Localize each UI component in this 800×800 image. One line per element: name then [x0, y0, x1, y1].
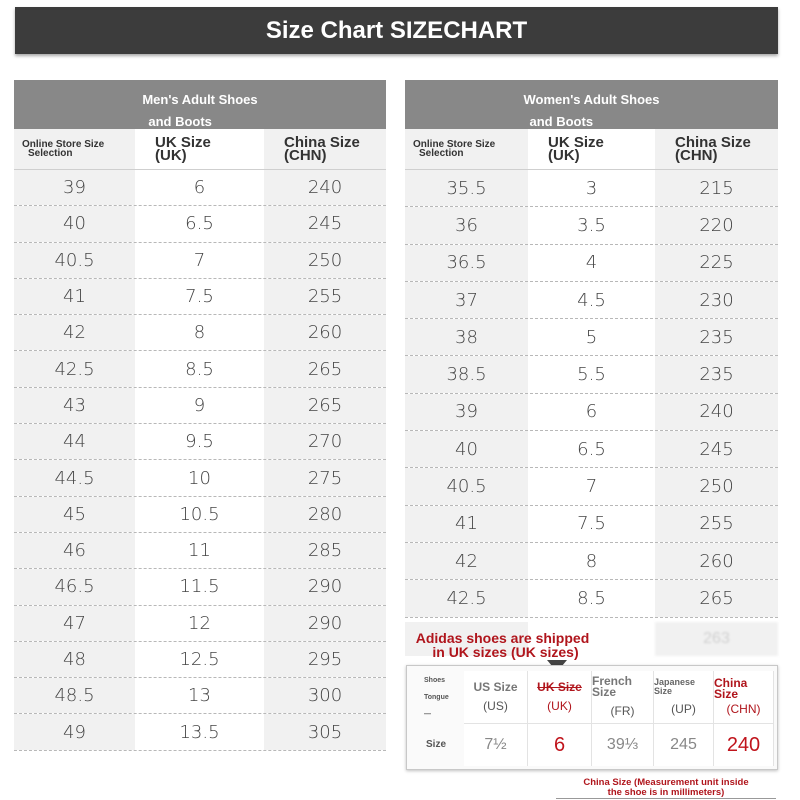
table-row — [405, 356, 778, 393]
store-size-cell: 40 — [14, 206, 135, 241]
table-row — [405, 543, 778, 580]
table-row — [14, 678, 386, 714]
table-row — [14, 170, 386, 206]
uk-size-cell: 8 — [528, 543, 655, 579]
uk-size-cell: 6.5 — [528, 431, 655, 467]
china-size-cell: 225 — [655, 245, 778, 281]
china-size-cell: 245 — [655, 431, 778, 467]
table-row — [14, 243, 386, 279]
store-size-cell: 45 — [14, 497, 135, 532]
label-uk-size: UK Size (UK) — [528, 671, 592, 723]
table-row — [14, 388, 386, 424]
uk-size-cell: 12.5 — [135, 642, 264, 677]
men-header-uk-size: UK Size (UK) — [135, 129, 264, 169]
callout-line2: in UK sizes (UK sizes) — [432, 644, 579, 660]
uk-size-cell: 10.5 — [135, 497, 264, 532]
store-size-cell: 35.5 — [405, 170, 528, 206]
china-size-cell: 275 — [264, 460, 386, 495]
store-size-cell: 40.5 — [14, 243, 135, 278]
china-size-cell: 265 — [264, 388, 386, 423]
table-row — [14, 497, 386, 533]
label-japanese-size: Japanese Size (UP) — [654, 671, 714, 723]
uk-size-cell: 7 — [135, 243, 264, 278]
men-column-headers — [14, 129, 386, 170]
value-french: 39⅓ — [592, 723, 654, 766]
uk-size-cell: 6.5 — [135, 206, 264, 241]
table-row — [405, 580, 778, 617]
women-header-uk-size: UK Size (UK) — [528, 129, 655, 169]
china-size-cell: 235 — [655, 356, 778, 392]
table-row — [14, 533, 386, 569]
store-size-cell: 48 — [14, 642, 135, 677]
uk-size-cell: 8.5 — [135, 351, 264, 386]
uk-size-cell: 8.5 — [528, 580, 655, 616]
uk-size-cell: 7 — [528, 468, 655, 504]
value-us: 7½ — [464, 723, 528, 766]
china-size-cell: 230 — [655, 282, 778, 318]
uk-size-cell: 11.5 — [135, 569, 264, 604]
china-size-cell: 285 — [264, 533, 386, 568]
women-header-china-size: China Size (CHN) — [675, 134, 751, 164]
uk-size-cell: 6 — [528, 394, 655, 430]
women-title-line2: and Boots — [529, 113, 594, 129]
store-size-cell: 39 — [405, 394, 528, 430]
store-size-cell: 41 — [14, 279, 135, 314]
store-size-cell: 46.5 — [14, 569, 135, 604]
table-row — [14, 569, 386, 605]
value-uk: 6 — [528, 723, 592, 766]
label-us-size: US Size (US) — [464, 671, 528, 723]
men-table-body — [14, 170, 386, 751]
men-size-table — [14, 80, 386, 751]
men-header-china-size: China Size (CHN) — [284, 134, 360, 164]
size-row-label: Size — [426, 739, 447, 750]
table-row — [405, 207, 778, 244]
china-size-cell: 255 — [264, 279, 386, 314]
uk-sizes-callout — [400, 631, 605, 659]
uk-size-cell: 12 — [135, 606, 264, 641]
uk-size-cell: 8 — [135, 315, 264, 350]
table-row — [405, 468, 778, 505]
china-size-cell: 245 — [264, 206, 386, 241]
uk-size-cell: 7.5 — [528, 506, 655, 542]
value-japanese: 245 — [654, 723, 714, 766]
uk-size-cell: 4 — [528, 245, 655, 281]
china-size-cell: 240 — [655, 394, 778, 430]
uk-size-cell: 3.5 — [528, 207, 655, 243]
store-size-cell: 38 — [405, 319, 528, 355]
table-row — [405, 170, 778, 207]
table-row — [405, 431, 778, 468]
china-size-cell: 265 — [264, 351, 386, 386]
china-size-cell: 215 — [655, 170, 778, 206]
callout-line1: Adidas shoes are shipped — [415, 630, 590, 646]
store-size-cell: 44 — [14, 424, 135, 459]
china-size-cell: 290 — [264, 606, 386, 641]
china-size-cell: 250 — [264, 243, 386, 278]
uk-size-cell: 7.5 — [135, 279, 264, 314]
table-row — [405, 506, 778, 543]
store-size-cell: 39 — [14, 170, 135, 205]
store-size-cell: 36 — [405, 207, 528, 243]
table-row — [14, 424, 386, 460]
store-size-cell: 42 — [14, 315, 135, 350]
table-row — [14, 279, 386, 315]
faded-value: 263 — [655, 622, 778, 656]
china-size-cell: 240 — [264, 170, 386, 205]
table-row — [405, 319, 778, 356]
china-size-cell: 260 — [264, 315, 386, 350]
label-china-size: China Size (CHN) — [714, 671, 774, 723]
table-row — [14, 642, 386, 678]
table-row — [405, 282, 778, 319]
table-row — [14, 606, 386, 642]
women-table-title — [405, 80, 778, 129]
uk-size-cell: 13.5 — [135, 714, 264, 749]
women-size-table — [405, 80, 778, 618]
value-china: 240 — [714, 723, 774, 766]
table-row — [14, 315, 386, 351]
store-size-cell: 42.5 — [14, 351, 135, 386]
table-row — [14, 206, 386, 242]
uk-size-cell: 6 — [135, 170, 264, 205]
store-size-cell: 40 — [405, 431, 528, 467]
store-size-cell: 38.5 — [405, 356, 528, 392]
china-size-cell: 220 — [655, 207, 778, 243]
china-size-footnote: China Size (Measurement unit inside the shoe is in millimeters) — [556, 778, 776, 799]
label-french-size: French Size (FR) — [592, 671, 654, 723]
uk-size-cell: 10 — [135, 460, 264, 495]
uk-size-cell: 5.5 — [528, 356, 655, 392]
china-size-cell: 255 — [655, 506, 778, 542]
china-size-cell: 250 — [655, 468, 778, 504]
chart-title-banner — [15, 7, 778, 54]
store-size-cell: 40.5 — [405, 468, 528, 504]
uk-size-cell: 11 — [135, 533, 264, 568]
table-row — [14, 351, 386, 387]
uk-size-cell: 4.5 — [528, 282, 655, 318]
women-column-headers — [405, 129, 778, 170]
store-size-cell: 49 — [14, 714, 135, 749]
store-size-cell: 42.5 — [405, 580, 528, 616]
store-size-cell: 37 — [405, 282, 528, 318]
men-title-line1: Men's Adult Shoes — [142, 91, 258, 107]
china-size-cell: 270 — [264, 424, 386, 459]
uk-size-cell: 5 — [528, 319, 655, 355]
table-row — [14, 460, 386, 496]
table-row — [14, 714, 386, 750]
china-size-cell: 265 — [655, 580, 778, 616]
uk-size-cell: 9 — [135, 388, 264, 423]
shoe-tongue-label-illustration — [406, 665, 778, 770]
chart-title: Size Chart SIZECHART — [265, 16, 528, 44]
uk-size-cell: 9.5 — [135, 424, 264, 459]
store-size-cell: 36.5 — [405, 245, 528, 281]
china-size-cell: 300 — [264, 678, 386, 713]
men-table-title — [14, 80, 386, 129]
women-header-store-size: Online Store Size Selection — [413, 139, 496, 159]
men-header-store-size: Online Store Size Selection — [22, 139, 105, 159]
china-size-cell: 260 — [655, 543, 778, 579]
store-size-cell: 42 — [405, 543, 528, 579]
uk-size-cell: 3 — [528, 170, 655, 206]
china-size-cell: 235 — [655, 319, 778, 355]
store-size-cell: 44.5 — [14, 460, 135, 495]
store-size-cell: 48.5 — [14, 678, 135, 713]
store-size-cell: 43 — [14, 388, 135, 423]
store-size-cell: 41 — [405, 506, 528, 542]
uk-size-cell: 13 — [135, 678, 264, 713]
women-table-body — [405, 170, 778, 618]
china-size-cell: 290 — [264, 569, 386, 604]
china-size-cell: 305 — [264, 714, 386, 749]
store-size-cell: 46 — [14, 533, 135, 568]
table-row — [405, 394, 778, 431]
women-title-line1: Women's Adult Shoes — [523, 91, 660, 107]
men-title-line2: and Boots — [148, 113, 212, 129]
tongue-side-labels: Shoes Tongue — — [424, 676, 449, 718]
china-size-cell: 295 — [264, 642, 386, 677]
table-row — [405, 245, 778, 282]
china-size-cell: 280 — [264, 497, 386, 532]
store-size-cell: 47 — [14, 606, 135, 641]
